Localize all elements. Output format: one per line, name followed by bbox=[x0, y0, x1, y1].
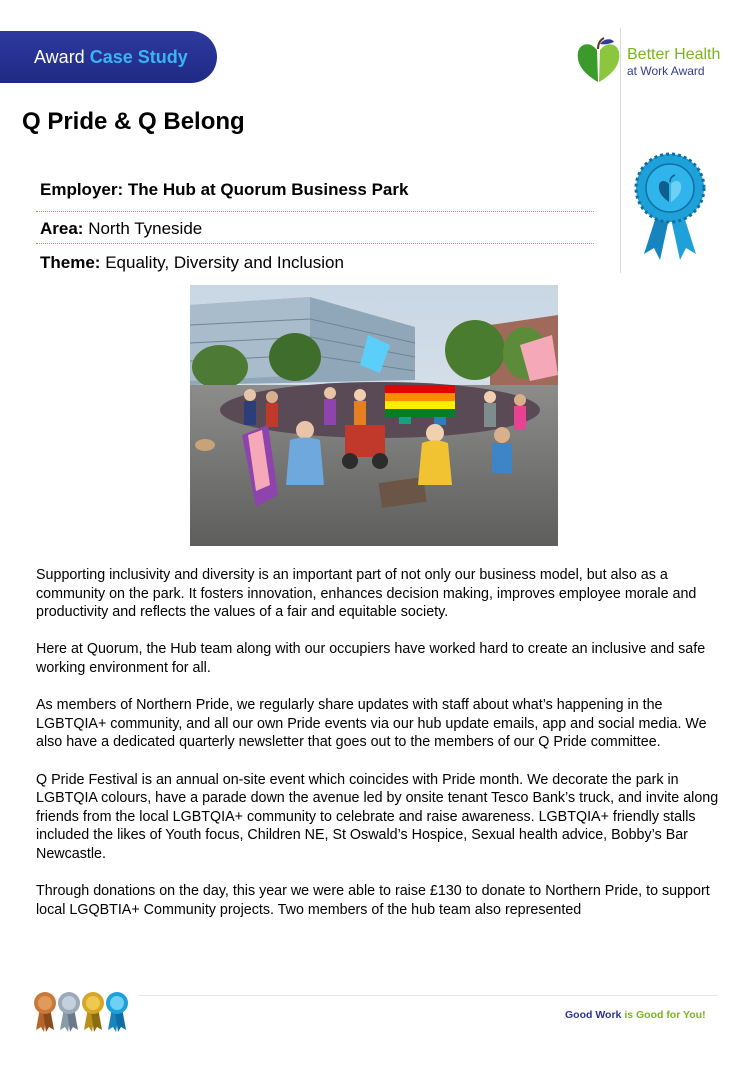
better-health-logo bbox=[574, 36, 744, 86]
employer-row bbox=[40, 180, 408, 200]
theme-label: Theme: bbox=[40, 253, 101, 272]
logo-title: Better Health bbox=[627, 46, 721, 63]
paragraph: Here at Quorum, the Hub team along with our occupiers have worked hard to create an inclusive and safe working environment for all. bbox=[36, 641, 706, 676]
logo-subtitle: at Work Award bbox=[627, 64, 705, 78]
area-row bbox=[40, 219, 202, 239]
area-label: Area: bbox=[40, 219, 84, 238]
award-medals-icon bbox=[34, 990, 134, 1032]
footer-slogan bbox=[565, 1009, 706, 1021]
slogan-part2: is Good for You! bbox=[624, 1009, 706, 1021]
slogan-part1: Good Work bbox=[565, 1009, 625, 1021]
award-case-study-banner bbox=[0, 31, 217, 83]
pride-event-photo bbox=[190, 285, 558, 546]
banner-prefix: Award bbox=[34, 46, 85, 67]
header-divider bbox=[620, 28, 621, 273]
body-text bbox=[36, 566, 724, 938]
employer-value: The Hub at Quorum Business Park bbox=[127, 180, 409, 199]
info-divider bbox=[36, 211, 594, 212]
employer-label: Employer: bbox=[40, 180, 124, 199]
theme-row bbox=[40, 253, 344, 273]
footer-divider bbox=[138, 995, 718, 996]
apple-heart-icon bbox=[574, 36, 624, 86]
award-rosette-icon bbox=[634, 152, 706, 267]
banner-accent: Case Study bbox=[89, 46, 188, 67]
theme-value: Equality, Diversity and Inclusion bbox=[105, 253, 344, 272]
area-value: North Tyneside bbox=[88, 219, 203, 238]
paragraph: Supporting inclusivity and diversity is an important part of not only our business model, but also as a community on the park. It fosters innovation, enhances decision making, improves employee morale and productivity and reflects the values of a fair and equitable society. bbox=[36, 567, 697, 621]
paragraph: Q Pride Festival is an annual on-site event which coincides with Pride month. We decorate the park in LGBTQIA colours, have a parade down the avenue led by onsite tenant Tesco Bank’s truck, and invite along friends from the local LGBTQIA+ community to celebrate and raise awareness. LGBTQIA+ friendly stalls included the likes of Youth focus, Children NE, St Oswald’s Hospice, Sexual health advice, Bobby’s Bar Newcastle. bbox=[36, 771, 719, 862]
paragraph: Through donations on the day, this year we were able to raise £130 to donate to Northern Pride, to support local LGQBTIA+ Community projects. Two members of the hub team also represented bbox=[36, 883, 710, 918]
page-title: Q Pride & Q Belong bbox=[22, 108, 245, 135]
paragraph: As members of Northern Pride, we regularly share updates with staff about what’s happening in the LGBTQIA+ community, and all our own Pride events via our hub update emails, app and social media. We also have a dedicated quarterly newsletter that goes out to the members of our Q Pride committee. bbox=[36, 697, 707, 751]
info-divider bbox=[36, 243, 594, 244]
